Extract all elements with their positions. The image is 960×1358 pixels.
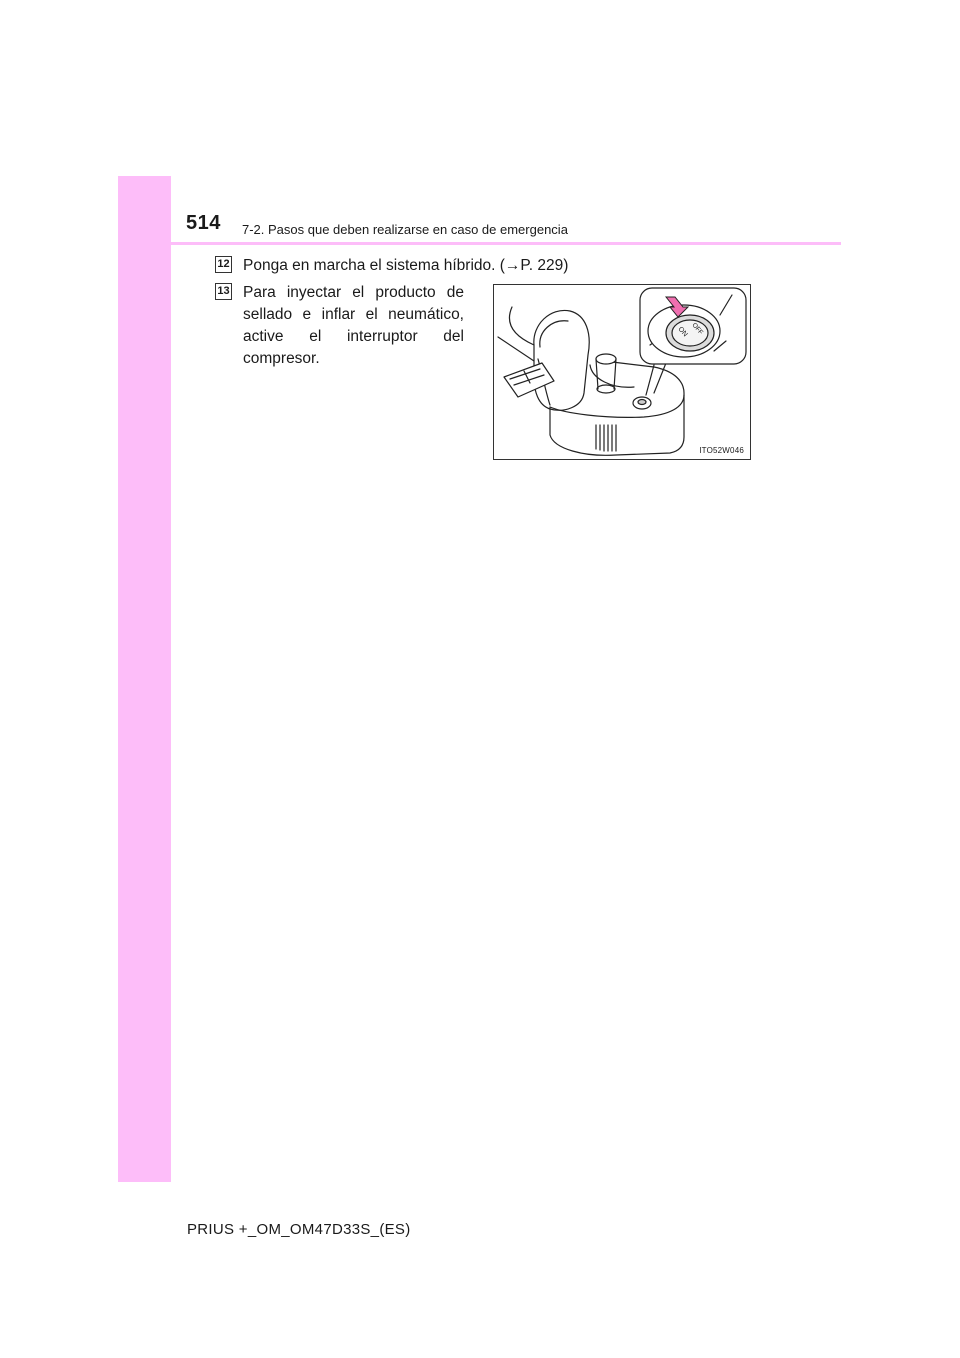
- switch-on-label: ON: [676, 325, 689, 339]
- compressor-drawing: [494, 285, 750, 459]
- switch-off-label: OFF: [690, 321, 705, 337]
- figure-code: ITO52W046: [699, 446, 744, 455]
- step-number-badge: 12: [215, 256, 232, 273]
- document-code: PRIUS +_OM_OM47D33S_(ES): [187, 1221, 411, 1238]
- header-rule: [118, 242, 841, 245]
- step-text: Para inyectar el producto de sellado e inflar el neumático, active el interruptor del compresor.: [243, 284, 464, 367]
- section-title: 7-2. Pasos que deben realizarse en caso de emergencia: [242, 222, 568, 237]
- page-number: 514: [186, 212, 221, 234]
- step-number-badge: 13: [215, 283, 232, 300]
- step-text: Ponga en marcha el sistema híbrido. (→P. 229): [243, 257, 569, 274]
- compressor-illustration: [493, 284, 751, 460]
- chapter-sidebar-tab: [118, 176, 171, 1182]
